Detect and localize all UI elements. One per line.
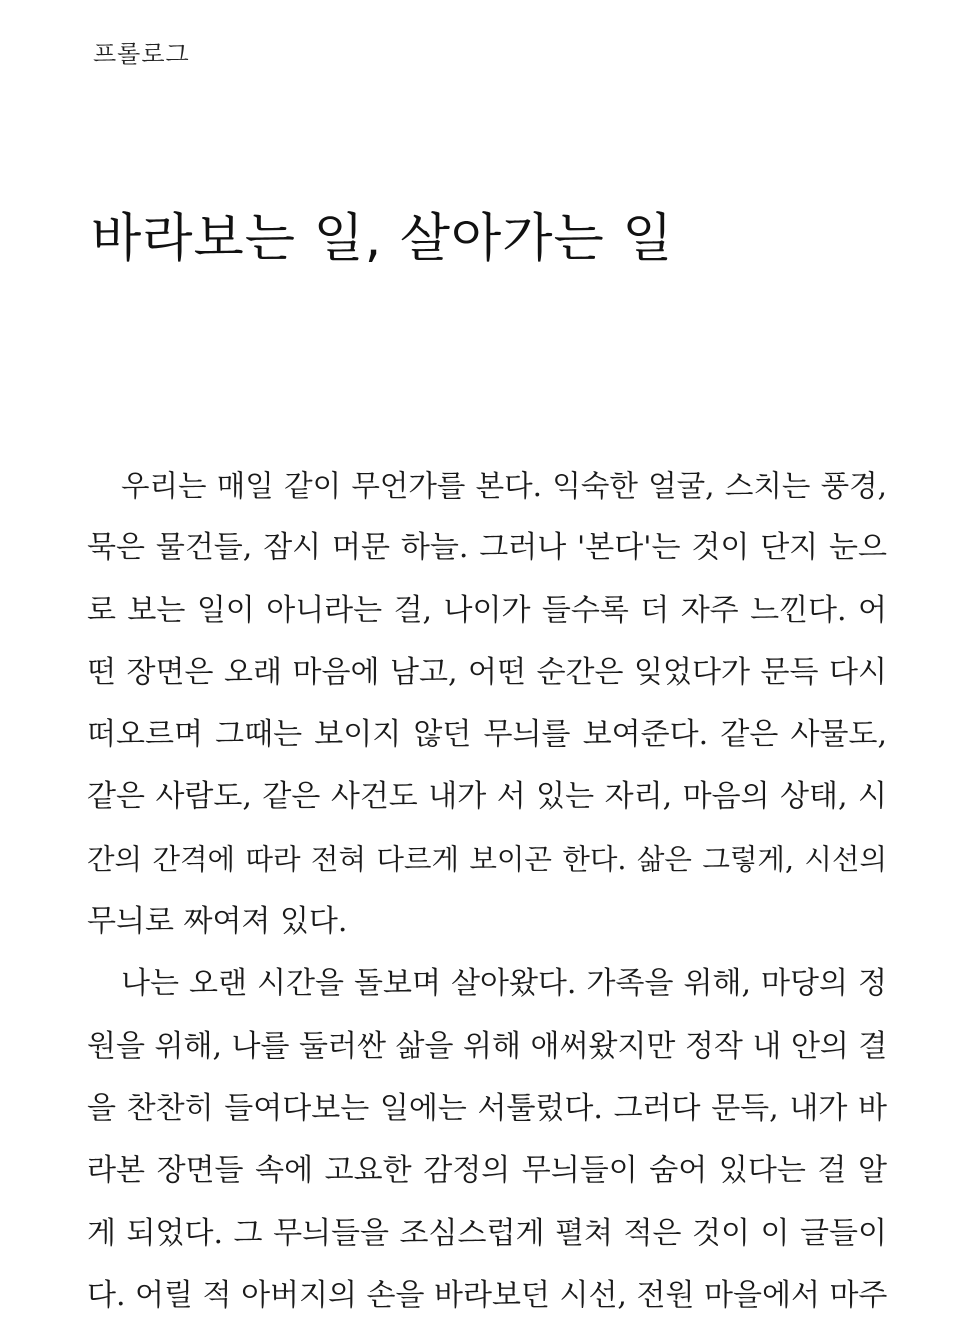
- paragraph-2: [87, 953, 887, 1327]
- text-line: 떤 장면은 오래 마음에 남고, 어떤 순간은 잊었다가 문득 다시: [87, 654, 887, 690]
- text-line: 로 보는 일이 아니라는 걸, 나이가 들수록 더 자주 느낀다. 어: [87, 592, 887, 628]
- body-text: [87, 455, 887, 1327]
- text-line: 우리는 매일 같이 무언가를 본다. 익숙한 얼굴, 스치는 풍경,: [121, 469, 887, 503]
- text-line: 다. 어릴 적 아버지의 손을 바라보던 시선, 전원 마을에서 마주: [87, 1277, 888, 1313]
- text-line: 을 찬찬히 들여다보는 일에는 서툴렀다. 그러다 문득, 내가 바: [87, 1090, 887, 1126]
- text-line: 묵은 물건들, 잠시 머문 하늘. 그러나 '본다'는 것이 단지 눈으: [87, 530, 887, 566]
- text-line: 떠오르며 그때는 보이지 않던 무늬를 보여준다. 같은 사물도,: [87, 717, 887, 753]
- text-line: 간의 간격에 따라 전혀 다르게 보이곤 한다. 삶은 그렇게, 시선의: [87, 842, 887, 876]
- text-line: 라본 장면들 속에 고요한 감정의 무늬들이 숨어 있다는 걸 알: [87, 1153, 887, 1189]
- text-line: 같은 사람도, 같은 사건도 내가 서 있는 자리, 마음의 상태, 시: [87, 779, 887, 815]
- text-line: 무늬로 짜여져 있다.: [87, 904, 348, 940]
- section-label: 프롤로그: [93, 40, 190, 68]
- text-line: 원을 위해, 나를 둘러싼 삶을 위해 애써왔지만 정작 내 안의 결: [87, 1028, 888, 1064]
- text-line: 게 되었다. 그 무늬들을 조심스럽게 펼쳐 적은 것이 이 글들이: [87, 1215, 887, 1251]
- chapter-title: 바라보는 일, 살아가는 일: [91, 209, 674, 269]
- paragraph-1: [87, 455, 887, 953]
- text-line: 나는 오랜 시간을 돌보며 살아왔다. 가족을 위해, 마당의 정: [121, 966, 887, 1002]
